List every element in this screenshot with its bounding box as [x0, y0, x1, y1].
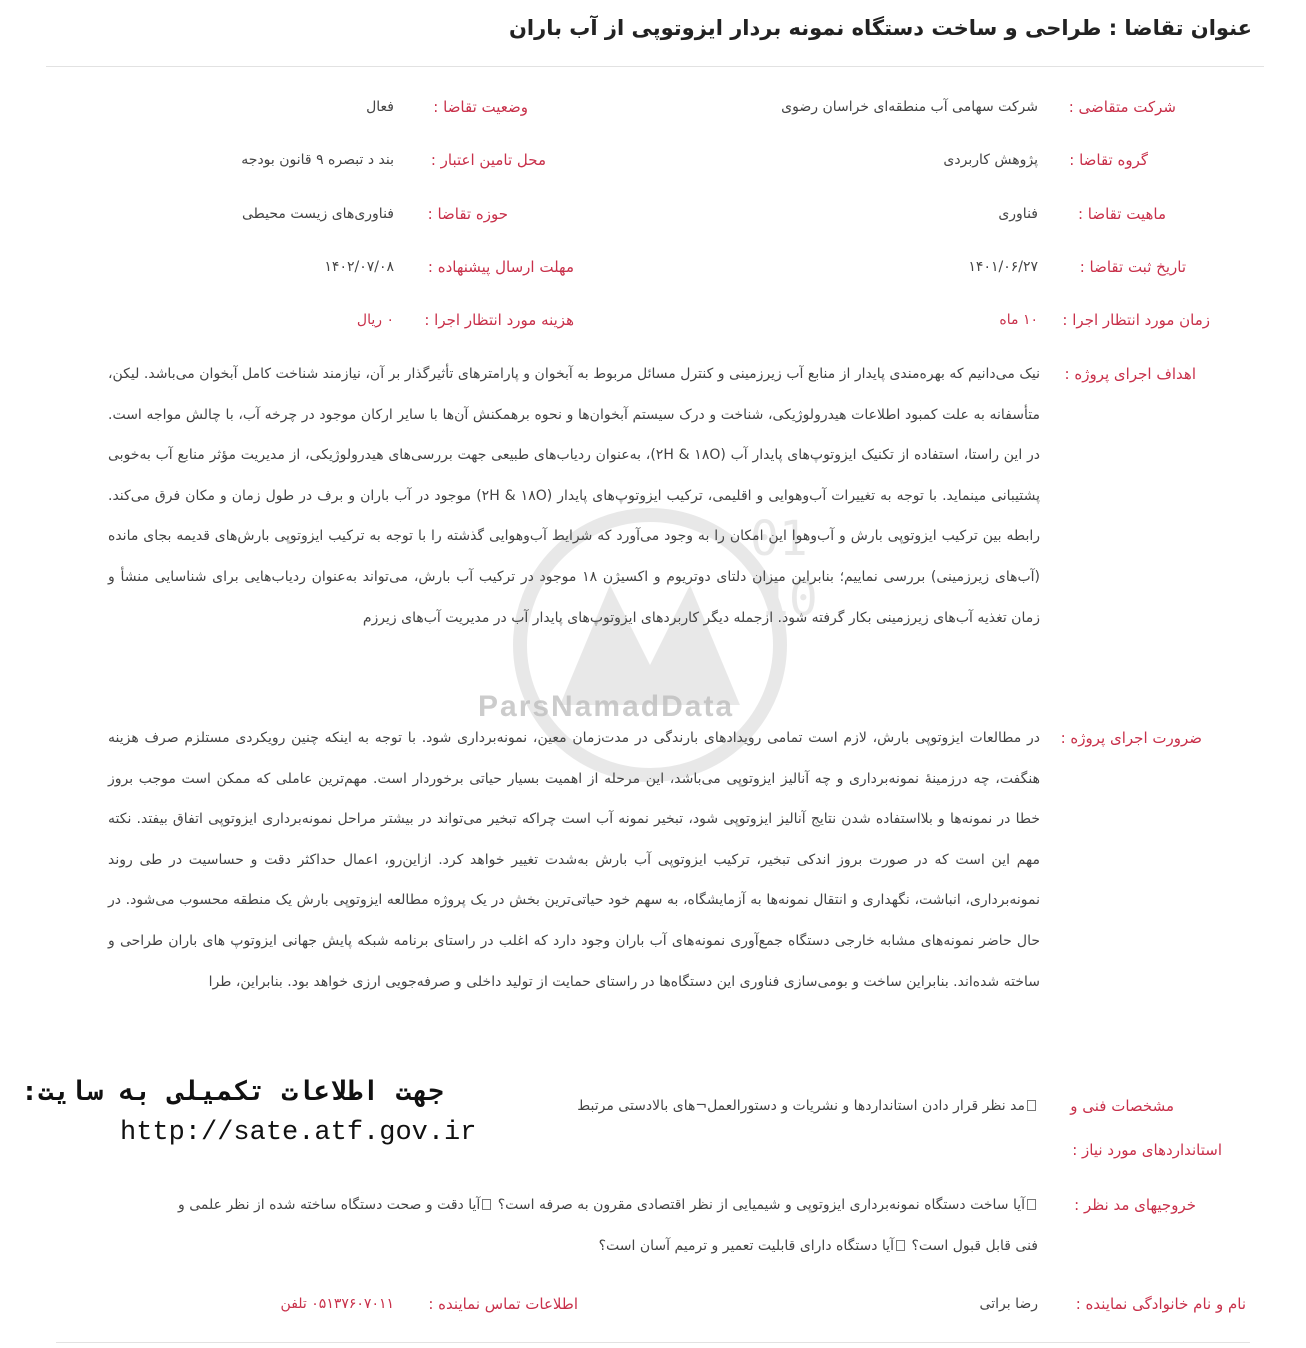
svg-text:01: 01: [750, 511, 808, 567]
title-divider: [46, 66, 1264, 67]
bottom-divider: [56, 1342, 1250, 1343]
group-value: پژوهش کاربردی: [943, 152, 1038, 168]
cost-value: ۰ ریال: [356, 312, 394, 328]
specs-label-line1: مشخصات فنی و: [1070, 1097, 1174, 1115]
stamp-line1: جهت اطلاعات تکمیلی به سایت:: [21, 1076, 444, 1107]
specs-text: مد نظر قرار دادن استانداردها و نشریات و دستورالعمل¬های بالادستی مرتبط: [577, 1098, 1025, 1114]
company-label: شرکت متقاضی :: [1068, 98, 1176, 116]
deadline-label: مهلت ارسال پیشنهاده :: [427, 258, 574, 276]
reg-date-value: ۱۴۰۱/۰۶/۲۷: [968, 259, 1038, 275]
domain-value: فناوری‌های زیست محیطی: [242, 206, 394, 222]
status-label: وضعیت تقاضا :: [433, 98, 528, 116]
status-value: فعال: [366, 99, 394, 115]
duration-label: زمان مورد انتظار اجرا :: [1062, 311, 1210, 329]
info-website-stamp: [21, 1072, 477, 1162]
contact-label: اطلاعات تماس نماینده :: [428, 1295, 578, 1313]
rep-value: رضا براتی: [979, 1296, 1038, 1312]
outputs-q2b: فنی قابل قبول است؟: [911, 1238, 1038, 1254]
necessity-label: ضرورت اجرای پروژه :: [1060, 729, 1202, 747]
outputs-label: خروجیهای مد نظر :: [1074, 1196, 1196, 1214]
checkbox-glyph-icon: [482, 1199, 491, 1210]
specs-text-line: [577, 1098, 1038, 1114]
funding-value: بند د تبصره ۹ قانون بودجه: [241, 152, 394, 168]
funding-label: محل تامین اعتبار :: [430, 151, 546, 169]
outputs-line2: [599, 1238, 1038, 1254]
deadline-value: ۱۴۰۲/۰۷/۰۸: [324, 259, 394, 275]
svg-text:10: 10: [760, 571, 818, 627]
checkbox-glyph-icon: [1027, 1100, 1036, 1111]
outputs-q2: آیا دقت و صحت دستگاه ساخته شده از نظر علمی و: [178, 1197, 481, 1213]
necessity-text: در مطالعات ایزوتوپی بارش، لازم است تمامی رویدادهای بارندگی در مدت‌زمان معین، نمونه‌برداری شود. با توجه به اینکه چنین رویکردی مستلزم صرف هزینه هنگفت، چه درزمینهٔ نمونه‌برداری و چه آنالیز ایزوتوپی می‌باشد، این مرحله از اهمیت بسیار حیاتی برخوردار است. مهم‌ترین عاملی که ممکن است موجب بروز خطا در نمونه‌ها و بلااستفاده شدن نتایج آنالیز ایزوتوپی شود، تبخیر نمونه آب است چراکه تبخیر می‌تواند در بیشتر مراحل نمونه‌برداری ایزوتوپی اتفاق بیفتد. نکته مهم این است که در صورت بروز اندکی تبخیر، ترکیب ایزوتوپی آب بارش به‌شدت تغییر خواهد کرد. ازاین‌رو، اعمال حداکثر دقت و حساسیت در طی روند نمونه‌برداری، انباشت، نگهداری و انتقال نمونه‌ها به آزمایشگاه، به سهم خود حیاتی‌ترین بخش در یک پروژه مطالعه ایزوتوپی بارش یک منطقه محسوب می‌شود. در حال حاضر نمونه‌های مشابه خارجی دستگاه جمع‌آوری نمونه‌های آب باران وجود دارد که اغلب در راستای برنامه شبکه پایش جهانی ایزوتوپ های باران طراحی و ساخته شده‌اند. بنابراین ساخت و بومی‌سازی فناوری این دستگاه‌ها در راستای حمایت از تولید داخلی و صرفه‌جویی ارزی خواهد بود. بنابراین، طرا: [108, 730, 1040, 990]
outputs-q1: آیا ساخت دستگاه نمونه‌برداری ایزوتوپی و شیمیایی از نظر اقتصادی مقرون به صرفه است؟: [497, 1197, 1025, 1213]
contact-value: ۰۵۱۳۷۶۰۷۰۱۱ تلفن: [280, 1296, 394, 1312]
goals-text: نیک می‌دانیم که بهره‌مندی پایدار از منابع آب زیرزمینی و کنترل مسائل مربوط به آبخوان و پارامترهای تأثیرگذار بر آن، نیازمند شناخت کامل آبخوان می‌باشد. لیکن، متأسفانه به علت کمبود اطلاعات هیدرولوژیکی، شناخت و درک سیستم آبخوان‌ها و نحوه برهمکنش آن‌ها با سایر ارکان موجود در چرخه آب، با چالش مواجه است. در این راستا، استفاده از تکنیک ایزوتوپ‌های پایدار آب (۲H & ۱۸O)، به‌عنوان ردیاب‌های طبیعی جهت بررسی‌های هیدرولوژیکی، از مدیریت مؤثر منابع آب به‌خوبی پشتیبانی مینماید. با توجه به تغییرات آب‌وهوایی و اقلیمی، ترکیب ایزوتوپ‌های پایدار (۲H & ۱۸O) موجود در آب باران و برف در طول زمان و مکان فرق می‌کند. رابطه بین ترکیب ایزوتوپی بارش و آب‌وهوا این امکان را به وجود می‌آورد که شرایط آب‌وهوایی گذشته را با توجه به ترکیب ایزوتوپی بارش‌های قدیمه بجای مانده (آب‌های زیرزمینی) بررسی نماییم؛ بنابراین میزان دلتای دوتریوم و اکسیژن ۱۸ موجود در ترکیب آب بارش، می‌تواند به‌عنوان ردیاب‌هایی برای شناسایی منشأ و زمان تغذیه آب‌های زیرزمینی بکار گرفته شود. ازجمله دیگر کاربردهای ایزوتوپ‌های پایدار آب در مدیریت آب‌های زیرزم: [108, 366, 1040, 626]
watermark-text: ParsNamadData: [478, 690, 735, 723]
duration-value: ۱۰ ماه: [999, 312, 1038, 328]
domain-label: حوزه تقاضا :: [427, 205, 508, 223]
company-value: شرکت سهامی آب منطقه‌ای خراسان رضوی: [781, 99, 1038, 115]
goals-label: اهداف اجرای پروژه :: [1064, 365, 1196, 383]
reg-date-label: تاریخ ثبت تقاضا :: [1079, 258, 1186, 276]
stamp-url: http://sate.atf.gov.ir: [120, 1118, 477, 1148]
page-title: عنوان تقاضا : طراحی و ساخت دستگاه نمونه بردار ایزوتوپی از آب باران: [509, 16, 1252, 40]
specs-label-line2: استانداردهای مورد نیاز :: [1072, 1141, 1222, 1159]
cost-label: هزینه مورد انتظار اجرا :: [424, 311, 574, 329]
checkbox-glyph-icon: [896, 1240, 905, 1251]
outputs-q3: آیا دستگاه دارای قابلیت تعمیر و ترمیم آسان است؟: [598, 1238, 895, 1254]
checkbox-glyph-icon: [1027, 1199, 1036, 1210]
nature-label: ماهیت تقاضا :: [1077, 205, 1166, 223]
nature-value: فناوری: [998, 206, 1038, 222]
outputs-line1: [178, 1197, 1038, 1213]
rep-label: نام و نام خانوادگی نماینده :: [1075, 1295, 1246, 1313]
group-label: گروه تقاضا :: [1069, 151, 1148, 169]
